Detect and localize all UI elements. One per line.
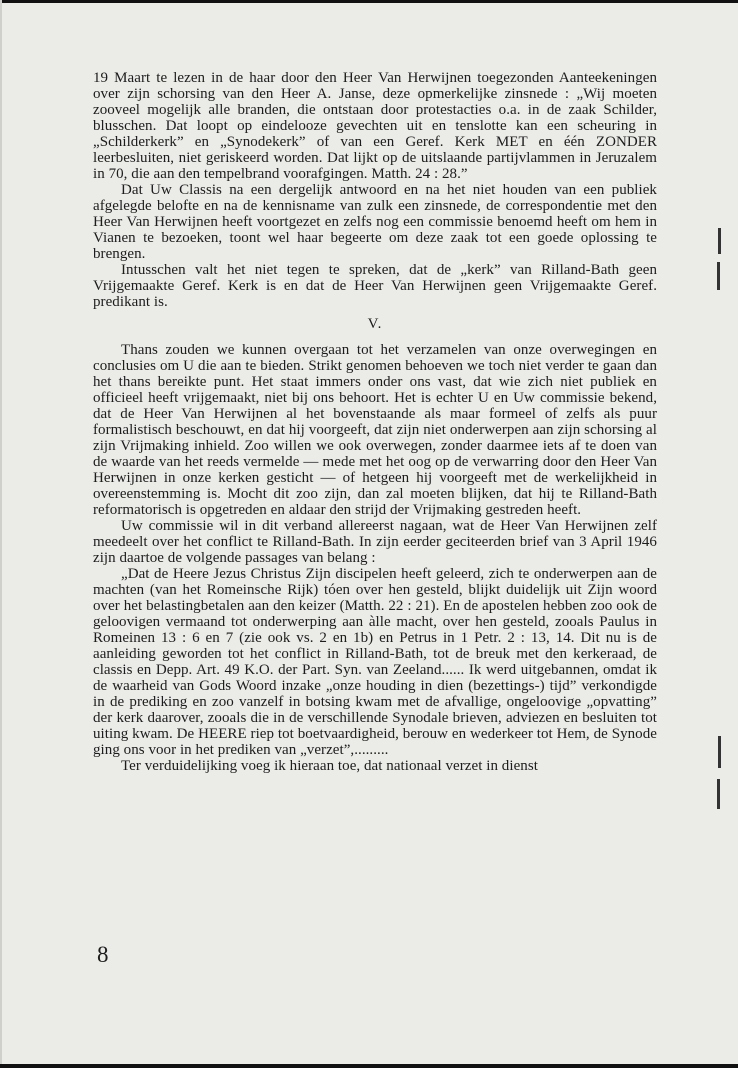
binding-mark-bottom-1	[718, 736, 721, 768]
bottom-edge-rule	[0, 1064, 738, 1068]
left-edge-rule	[0, 0, 2, 1068]
binding-mark-bottom-2	[717, 779, 720, 809]
paragraph-rilland-bath-status: Intusschen valt het niet tegen te spreken, dat de „kerk” van Rilland-Bath geen Vrijgemaakte Geref. Kerk is en dat de Heer Van Herwijnen geen Vrijgemaakte Geref. predikant is.	[93, 262, 657, 310]
paragraph-schorsing-quote: 19 Maart te lezen in de haar door den Heer Van Herwijnen toegezonden Aanteekeningen over zijn schorsing van den Heer A. Janse, deze opmerkelijke zinsnede : „Wij moeten zooveel mogelijk alle branden, die ontstaan door protestacties o.a. in de zaak Schilder, blusschen. Dat loopt op eindelooze gevechten uit en tenslotte kan een scheuring in „Schilderkerk” en „Synodekerk” of van een Geref. Kerk MET en één ZONDER leerbesluiten, niet geriskeerd worden. Dat lijkt op de uitslaande partijvlammen in Jeruzalem in 70, die aan den tempelbrand voorafgingen. Matth. 24 : 28.”	[93, 70, 657, 182]
paragraph-brief-quote: „Dat de Heere Jezus Christus Zijn discipelen heeft geleerd, zich te onderwerpen aan de machten (van het Romeinsche Rijk) tóen over hen gesteld, blijkt duidelijk uit Zijn woord over het belastingbetalen aan den keizer (Matth. 22 : 21). En de apostelen hebben zoo ook de geloovigen vermaand tot onderwerping aan àlle macht, over hen gesteld, zooals Paulus in Romeinen 13 : 6 en 7 (zie ook vs. 2 en 1b) en Petrus in 1 Petr. 2 : 13, 14. Dit nu is de aanleiding geworden tot het conflict in Rilland-Bath, tot de breuk met den kerkeraad, de classis en Depp. Art. 49 K.O. der Part. Syn. van Zeeland...... Ik werd uitgebannen, omdat ik de waarheid van Gods Woord inzake „onze houding in dien (bezettings-) tijd” verkondigde in de prediking en zoo vanzelf in botsing kwam met de afvallige, ongeloovige „opvatting” der kerk daarover, zooals die in de verschillende Synodale brieven, adviezen en besluiten tot uiting kwam. De HEERE riep tot boetvaardigheid, berouw en wederkeer tot Hem, de Synode ging ons voor in het prediken van „verzet”,.........	[93, 566, 657, 758]
paragraph-overwegingen: Thans zouden we kunnen overgaan tot het verzamelen van onze overwegingen en conclusies om U die aan te bieden. Strikt genomen behoeven we toch niet verder te gaan dan het thans bereikte punt. Het staat immers onder ons vast, dat wie zich niet publiek en officieel heeft vrijgemaakt, niet bij ons behoort. Het is echter U en Uw commissie bekend, dat de Heer Van Herwijnen al het bovenstaande als maar formeel of zelfs als puur formalistisch beschouwt, en dat hij voorgeeft, dat zijn niet onderwerpen aan zijn schorsing al zijn Vrijmaking inhield. Zoo willen we ook overwegen, zonder daarmee iets af te doen van de waarde van het reeds vermelde — mede met het oog op de verwarring door den Heer Van Herwijnen in onze kerken gesticht — of hetgeen hij voorgeeft met de werkelijkheid in overeenstemming is. Mocht dit zoo zijn, dan zal moeten blijken, dat hij te Rilland-Bath reformatorisch is opgetreden en aldaar den strijd der Vrijmaking gestreden heeft.	[93, 342, 657, 518]
page-number: 8	[97, 942, 109, 967]
top-edge-rule	[0, 0, 738, 3]
section-heading-v: V.	[367, 316, 383, 332]
paragraph-classis-response: Dat Uw Classis na een dergelijk antwoord en na het niet houden van een publiek afgelegde belofte en na de kennisname van zulk een zinsnede, de correspondentie met den Heer Van Herwijnen heeft voortgezet en zelfs nog een commissie benoemd heeft om hem in Vianen te bezoeken, toont wel haar begeerte om deze zaak tot een goede oplossing te brengen.	[93, 182, 657, 262]
binding-mark-top-2	[717, 262, 720, 290]
paragraph-verduidelijking: Ter verduidelijking voeg ik hieraan toe, dat nationaal verzet in dienst	[121, 758, 538, 774]
body-text	[93, 70, 657, 774]
paragraph-commissie-nagaan: Uw commissie wil in dit verband allereerst nagaan, wat de Heer Van Herwijnen zelf meedeelt over het conflict te Rilland-Bath. In zijn eerder geciteerden brief van 3 April 1946 zijn daartoe de volgende passages van belang :	[93, 518, 657, 566]
binding-mark-top-1	[718, 228, 721, 254]
